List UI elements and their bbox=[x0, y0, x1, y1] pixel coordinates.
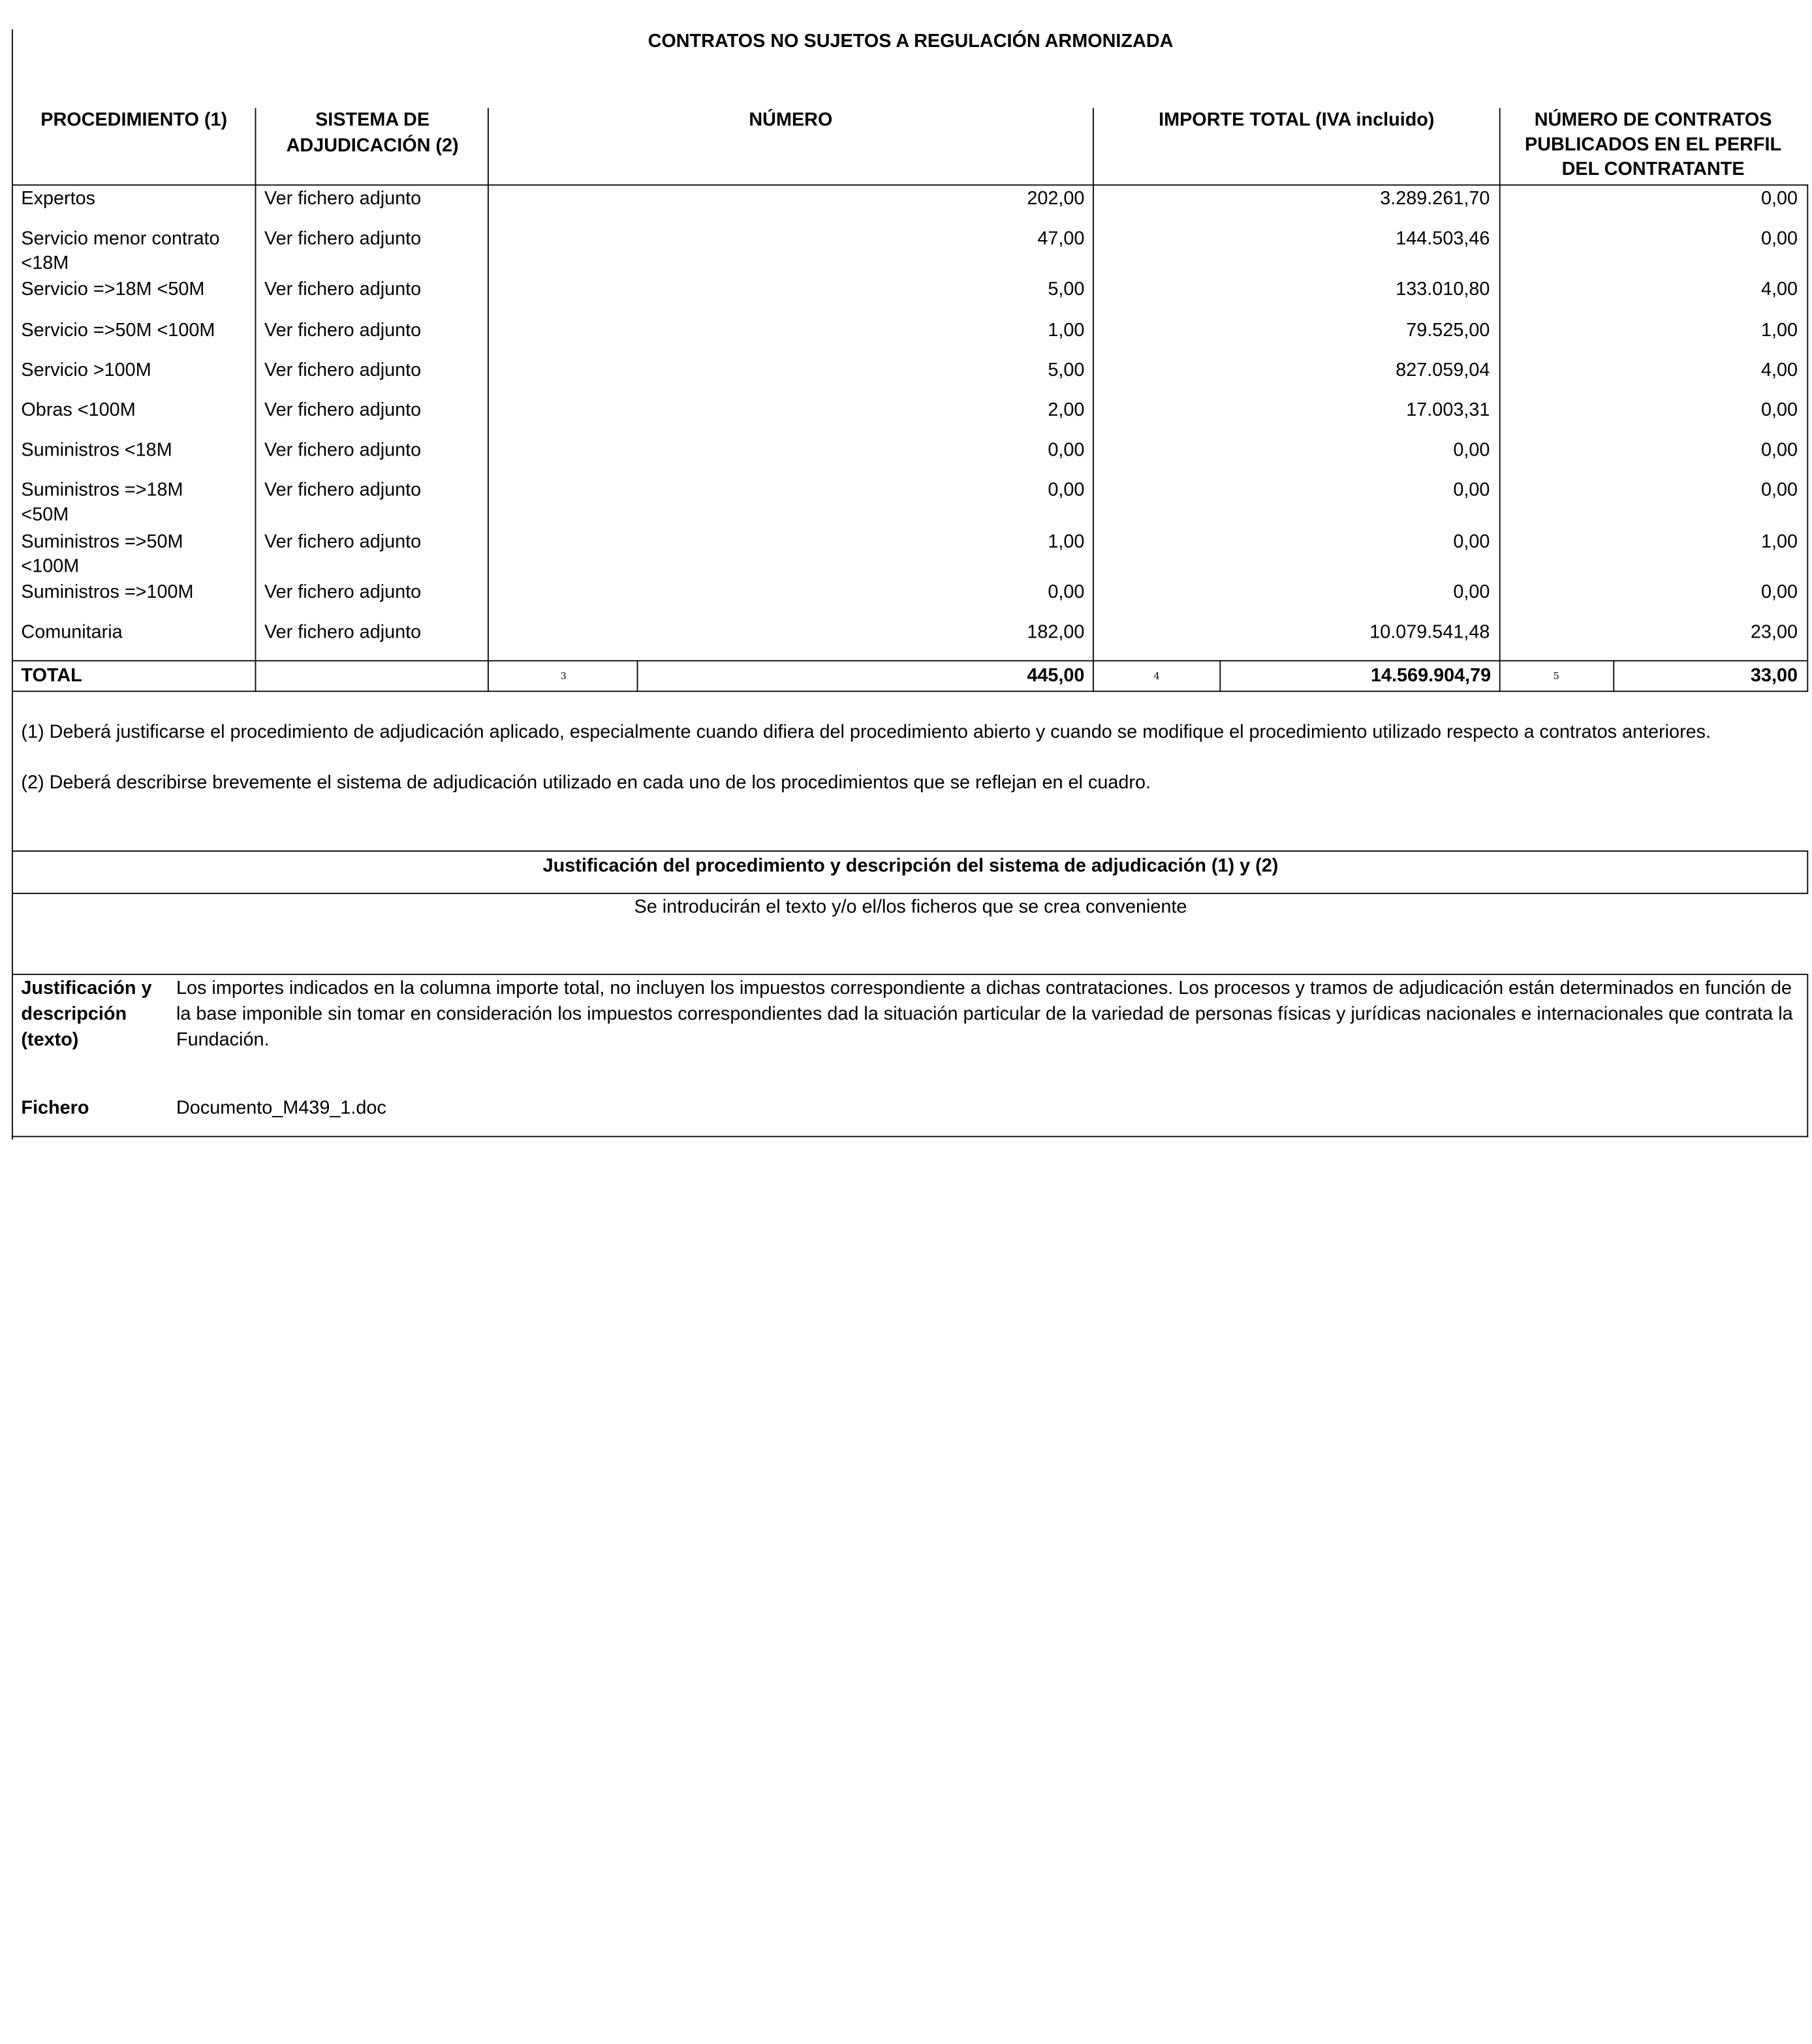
header-col-sep-1 bbox=[255, 108, 257, 692]
total-sub-sep-importe bbox=[1219, 660, 1221, 692]
cell-publicados: 0,00 bbox=[1760, 229, 1798, 249]
cell-procedimiento: Suministros =>50M <100M bbox=[21, 532, 183, 577]
cell-sistema: Ver fichero adjunto bbox=[264, 320, 422, 341]
total-importe-marker: 4 bbox=[1153, 670, 1160, 681]
total-numero-marker: 3 bbox=[560, 670, 567, 681]
file-label: Fichero bbox=[21, 1098, 89, 1119]
cell-publicados: 1,00 bbox=[1760, 320, 1798, 341]
cell-importe: 17.003,31 bbox=[1406, 400, 1490, 421]
cell-importe: 827.059,04 bbox=[1396, 360, 1490, 381]
cell-sistema: Ver fichero adjunto bbox=[264, 441, 422, 461]
total-numero: 445,00 bbox=[1027, 666, 1085, 687]
note-1: (1) Deberá justificarse el procedimiento de adjudicación aplicado, especialmente cuando difiera del procedimiento abierto y cuando se modifique el procedimiento utilizado respecto a contratos anteriores. bbox=[21, 722, 1711, 743]
cell-procedimiento: Obras <100M bbox=[21, 400, 136, 421]
cell-publicados: 0,00 bbox=[1760, 582, 1798, 603]
total-publicados: 33,00 bbox=[1750, 666, 1798, 687]
header-sistema: SISTEMA DE ADJUDICACIÓN (2) bbox=[286, 110, 459, 157]
cell-importe: 144.503,46 bbox=[1396, 229, 1490, 249]
justification-top-line bbox=[12, 850, 1808, 852]
content-right-border bbox=[1807, 974, 1808, 1137]
cell-importe: 0,00 bbox=[1453, 582, 1490, 603]
cell-procedimiento: Servicio menor contrato <18M bbox=[21, 229, 220, 274]
cell-numero: 5,00 bbox=[1048, 360, 1085, 381]
document-title: CONTRATOS NO SUJETOS A REGULACIÓN ARMONIZADA bbox=[648, 31, 1174, 52]
cell-sistema: Ver fichero adjunto bbox=[264, 400, 422, 421]
cell-sistema: Ver fichero adjunto bbox=[264, 229, 422, 249]
cell-sistema: Ver fichero adjunto bbox=[264, 360, 422, 381]
note-2: (2) Deberá describirse brevemente el sistema de adjudicación utilizado en cada uno de los procedimientos que se reflejan en el cuadro. bbox=[21, 773, 1151, 793]
cell-publicados: 0,00 bbox=[1760, 480, 1798, 501]
cell-numero: 2,00 bbox=[1048, 400, 1085, 421]
cell-sistema: Ver fichero adjunto bbox=[264, 532, 422, 552]
cell-procedimiento: Suministros <18M bbox=[21, 441, 172, 461]
header-publicados: NÚMERO DE CONTRATOS PUBLICADOS EN EL PERFIL DEL CONTRATANTE bbox=[1525, 110, 1782, 180]
file-name[interactable]: Documento_M439_1.doc bbox=[176, 1098, 386, 1119]
cell-importe: 10.079.541,48 bbox=[1369, 623, 1490, 643]
cell-importe: 3.289.261,70 bbox=[1380, 189, 1490, 209]
cell-publicados: 4,00 bbox=[1760, 279, 1798, 300]
cell-importe: 133.010,80 bbox=[1396, 279, 1490, 300]
cell-numero: 1,00 bbox=[1048, 532, 1085, 552]
header-col-sep-4 bbox=[1499, 108, 1501, 692]
cell-importe: 0,00 bbox=[1453, 480, 1490, 501]
header-numero: NÚMERO bbox=[749, 110, 833, 131]
header-importe: IMPORTE TOTAL (IVA incluido) bbox=[1159, 110, 1435, 131]
cell-numero: 1,00 bbox=[1048, 320, 1085, 341]
cell-procedimiento: Suministros =>18M <50M bbox=[21, 480, 183, 525]
cell-importe: 0,00 bbox=[1453, 532, 1490, 552]
cell-publicados: 0,00 bbox=[1760, 441, 1798, 461]
cell-publicados: 0,00 bbox=[1760, 400, 1798, 421]
justification-heading-bottom-line bbox=[12, 893, 1808, 894]
cell-procedimiento: Comunitaria bbox=[21, 623, 123, 643]
total-top-line bbox=[12, 660, 1808, 662]
total-sub-sep-numero bbox=[637, 660, 638, 692]
cell-publicados: 0,00 bbox=[1760, 189, 1798, 209]
cell-procedimiento: Expertos bbox=[21, 189, 96, 209]
cell-procedimiento: Servicio =>18M <50M bbox=[21, 279, 205, 300]
cell-procedimiento: Servicio >100M bbox=[21, 360, 151, 381]
cell-publicados: 23,00 bbox=[1750, 623, 1798, 643]
cell-numero: 5,00 bbox=[1048, 279, 1085, 300]
total-sub-sep-publicados bbox=[1613, 660, 1614, 692]
cell-procedimiento: Servicio =>50M <100M bbox=[21, 320, 215, 341]
cell-sistema: Ver fichero adjunto bbox=[264, 189, 422, 209]
header-bottom-line bbox=[12, 185, 1808, 186]
header-procedimiento: PROCEDIMIENTO (1) bbox=[40, 110, 228, 131]
cell-publicados: 1,00 bbox=[1760, 532, 1798, 552]
justification-text: Los importes indicados en la columna importe total, no incluyen los impuestos correspondiente a dichas contrataciones. Los procesos y tramos de adjudicación están determinados en función de la base imponible sin tomar en consideración los impuestos correspondientes dad la situación particular de la variedad de personas físicas y jurídicas nacionales e internacionales que contrata la Fundación. bbox=[176, 978, 1793, 1051]
cell-importe: 0,00 bbox=[1453, 441, 1490, 461]
cell-numero: 182,00 bbox=[1027, 623, 1085, 643]
cell-numero: 0,00 bbox=[1048, 441, 1085, 461]
total-importe: 14.569.904,79 bbox=[1371, 666, 1492, 687]
right-border-table bbox=[1807, 185, 1808, 692]
content-top-line bbox=[12, 974, 1808, 975]
total-label: TOTAL bbox=[21, 666, 82, 687]
cell-procedimiento: Suministros =>100M bbox=[21, 582, 194, 603]
cell-importe: 79.525,00 bbox=[1406, 320, 1490, 341]
justification-heading: Justificación del procedimiento y descripción del sistema de adjudicación (1) y (2) bbox=[542, 856, 1279, 876]
cell-sistema: Ver fichero adjunto bbox=[264, 623, 422, 643]
cell-sistema: Ver fichero adjunto bbox=[264, 279, 422, 300]
header-col-sep-2 bbox=[488, 108, 489, 692]
justification-text-label: Justificación y descripción (texto) bbox=[21, 978, 152, 1051]
cell-numero: 0,00 bbox=[1048, 582, 1085, 603]
cell-sistema: Ver fichero adjunto bbox=[264, 582, 422, 603]
cell-numero: 202,00 bbox=[1027, 189, 1085, 209]
cell-numero: 47,00 bbox=[1037, 229, 1085, 249]
cell-numero: 0,00 bbox=[1048, 480, 1085, 501]
content-bottom-line bbox=[12, 1136, 1808, 1138]
header-col-sep-3 bbox=[1093, 108, 1094, 692]
justification-intro: Se introducirán el texto y/o el/los ficheros que se crea conveniente bbox=[634, 897, 1187, 918]
total-publicados-marker: 5 bbox=[1553, 670, 1559, 681]
left-border bbox=[12, 29, 13, 1139]
total-bottom-line bbox=[12, 690, 1808, 692]
cell-publicados: 4,00 bbox=[1760, 360, 1798, 381]
cell-sistema: Ver fichero adjunto bbox=[264, 480, 422, 501]
